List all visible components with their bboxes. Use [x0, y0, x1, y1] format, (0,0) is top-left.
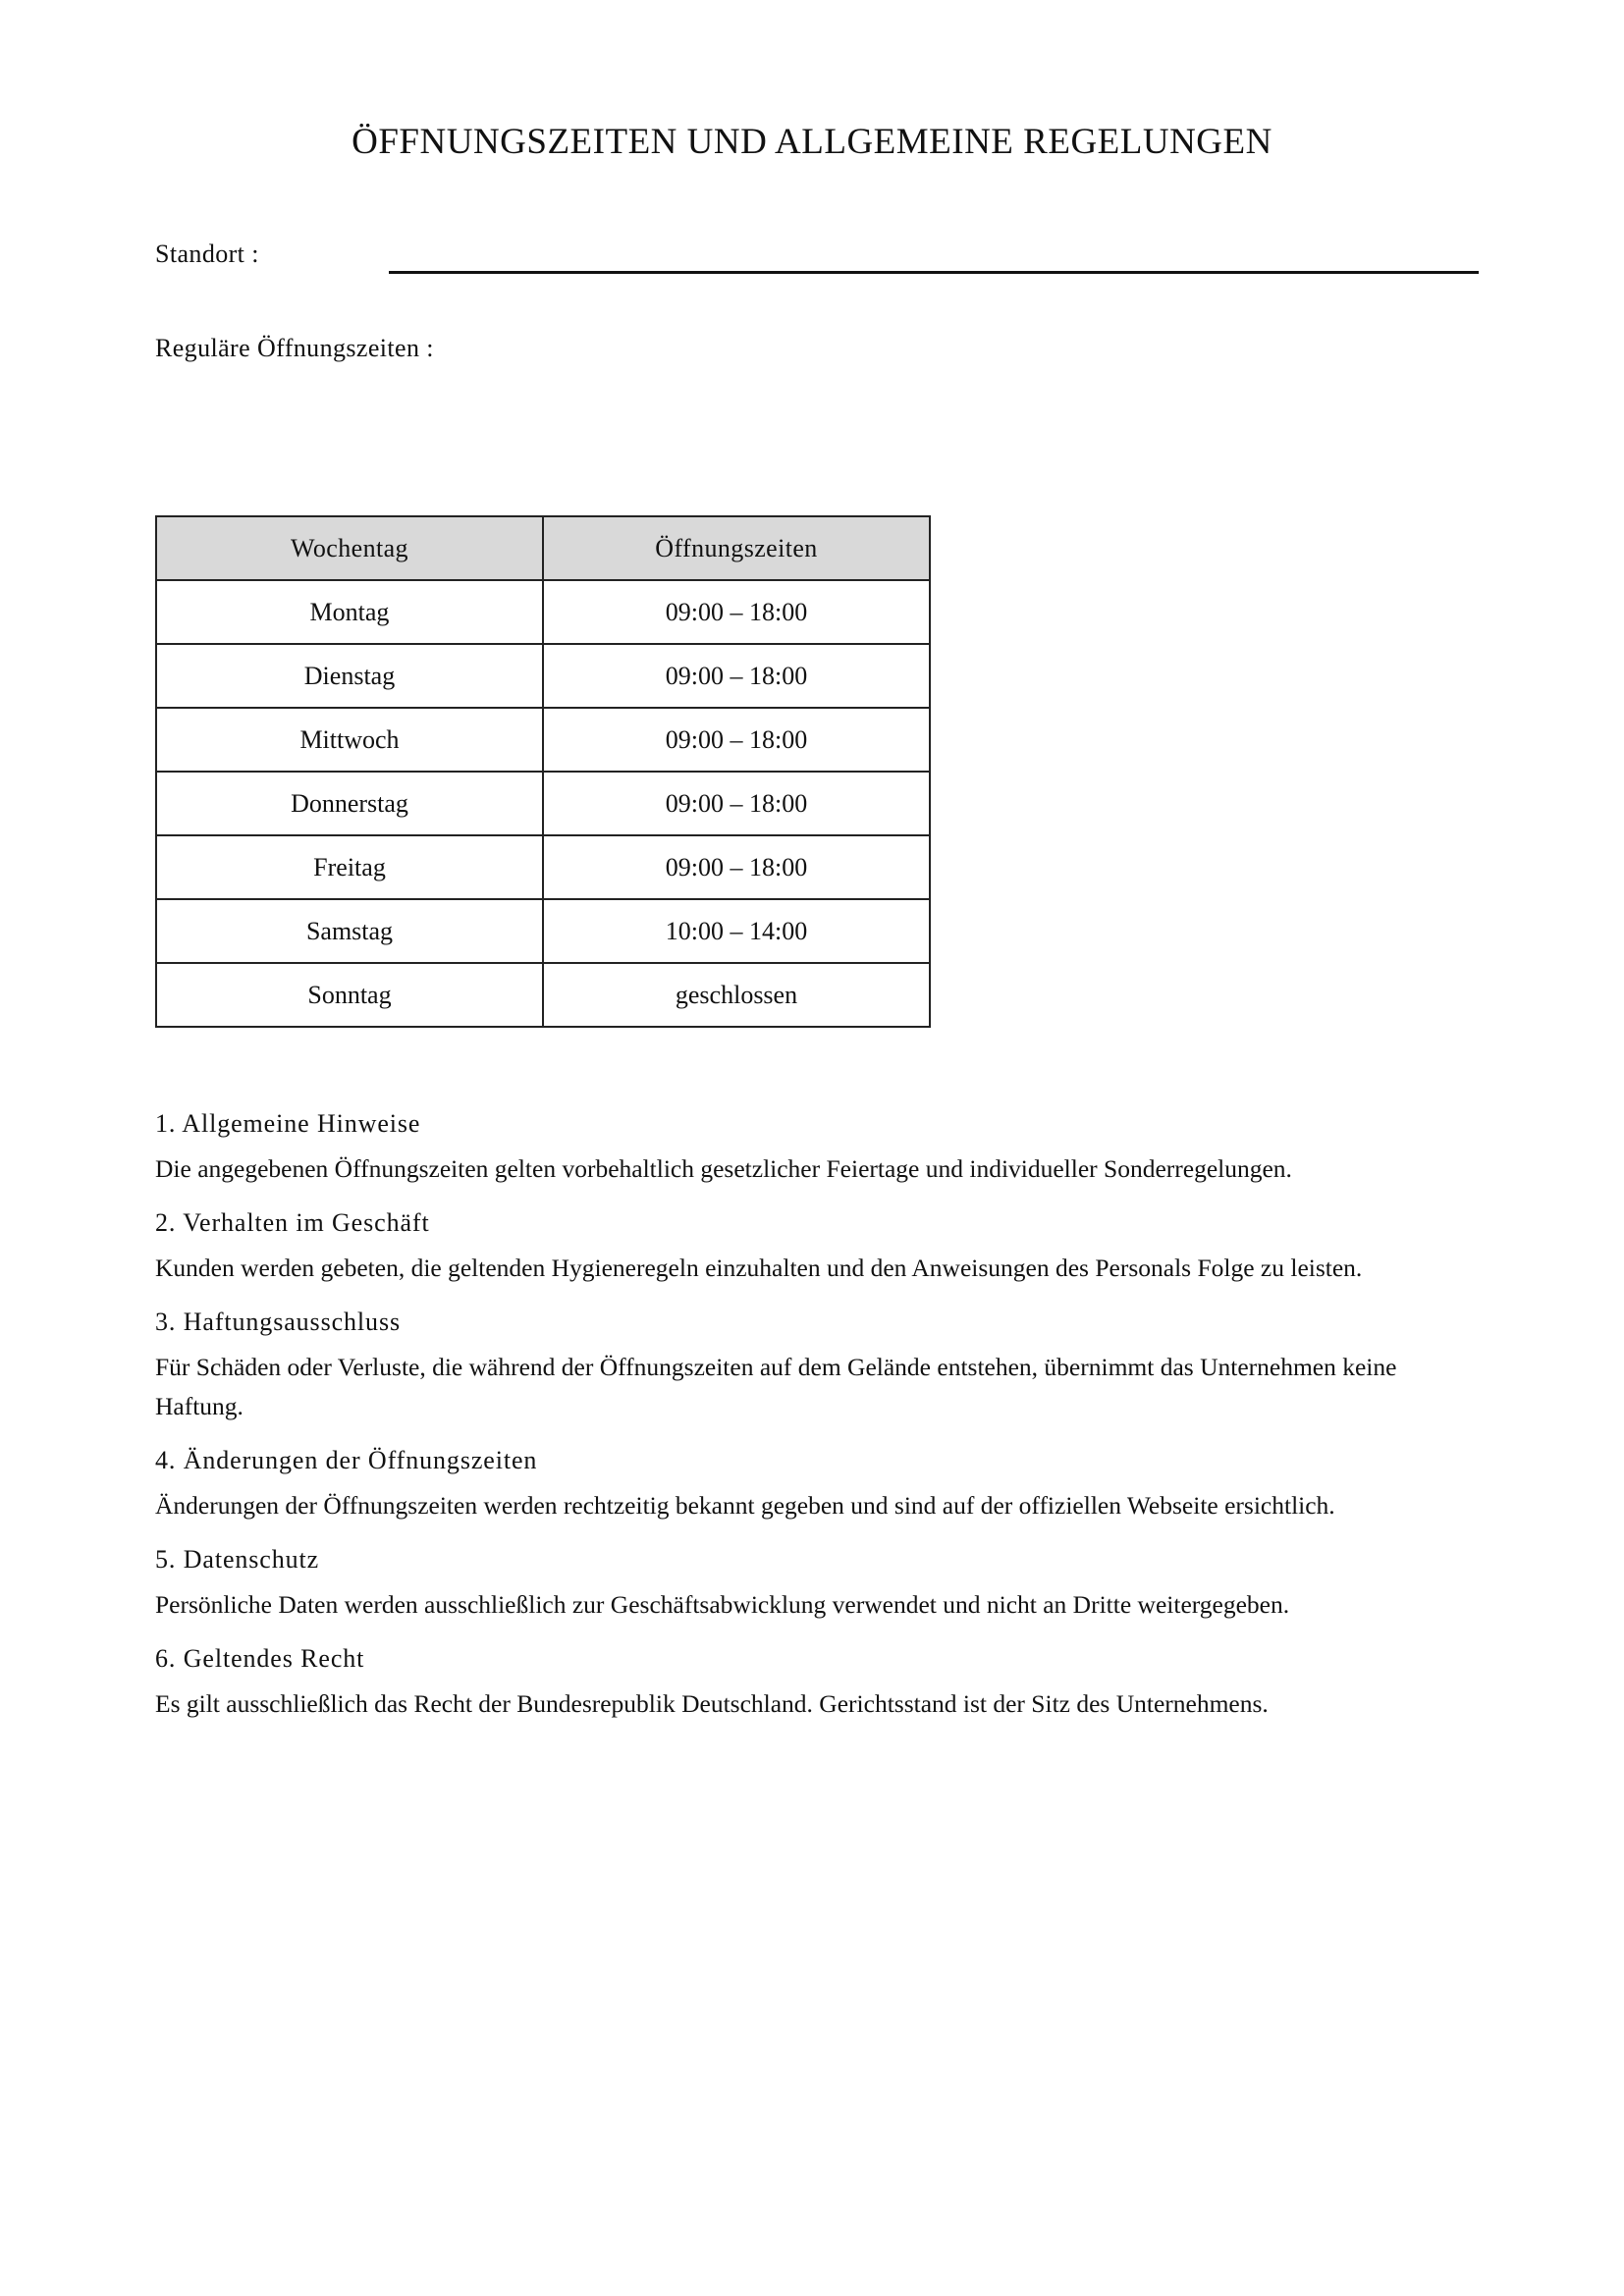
table-row [156, 644, 930, 708]
section-text: Persönliche Daten werden ausschließlich zur Geschäftsabwicklung verwendet und nicht an Dritte weitergegeben. [155, 1590, 1290, 1619]
section-liability [155, 1306, 1481, 1426]
section-text: Änderungen der Öffnungszeiten werden rechtzeitig bekannt gegeben und sind auf der offiziellen Webseite ersichtlich. [155, 1491, 1335, 1520]
section-text: Es gilt ausschließlich das Recht der Bundesrepublik Deutschland. Gerichtsstand ist der Sitz des Unternehmens. [155, 1689, 1269, 1718]
section-general-notes [155, 1107, 1481, 1189]
section-text: Kunden werden gebeten, die geltenden Hygieneregeln einzuhalten und den Anweisungen des Personals Folge zu leisten. [155, 1254, 1363, 1282]
weekday-cell: Dienstag [156, 644, 543, 708]
section-heading: 6. Geltendes Recht [155, 1644, 365, 1673]
weekday-cell: Samstag [156, 899, 543, 963]
weekday-cell: Sonntag [156, 963, 543, 1027]
section-text: Für Schäden oder Verluste, die während der Öffnungszeiten auf dem Gelände entstehen, übernimmt das Unternehmen keine Haftung. [155, 1353, 1397, 1420]
page-title: ÖFFNUNGSZEITEN UND ALLGEMEINE REGELUNGEN [352, 122, 1272, 162]
hours-cell: 09:00 – 18:00 [543, 644, 930, 708]
regulations-sections [155, 1107, 1481, 1741]
section-heading: 2. Verhalten im Geschäft [155, 1208, 430, 1237]
hours-cell: 09:00 – 18:00 [543, 580, 930, 644]
hours-cell: 09:00 – 18:00 [543, 772, 930, 835]
section-governing-law [155, 1642, 1481, 1724]
table-row [156, 772, 930, 835]
hours-cell: 09:00 – 18:00 [543, 835, 930, 899]
weekday-cell: Freitag [156, 835, 543, 899]
weekday-cell: Mittwoch [156, 708, 543, 772]
table-header-row [156, 516, 930, 580]
section-text: Die angegebenen Öffnungszeiten gelten vorbehaltlich gesetzlicher Feiertage und individueller Sonderregelungen. [155, 1154, 1292, 1183]
weekday-cell: Montag [156, 580, 543, 644]
section-hours-changes [155, 1444, 1481, 1525]
section-heading: 4. Änderungen der Öffnungszeiten [155, 1446, 538, 1474]
weekday-cell: Donnerstag [156, 772, 543, 835]
hours-cell: 10:00 – 14:00 [543, 899, 930, 963]
column-header-weekday: Wochentag [156, 516, 543, 580]
table-row [156, 899, 930, 963]
table-row [156, 708, 930, 772]
table-row [156, 963, 930, 1027]
column-header-hours: Öffnungszeiten [543, 516, 930, 580]
section-store-conduct [155, 1206, 1481, 1288]
hours-cell: 09:00 – 18:00 [543, 708, 930, 772]
hours-cell: geschlossen [543, 963, 930, 1027]
opening-hours-table [155, 515, 931, 1028]
table-row [156, 580, 930, 644]
section-data-protection [155, 1543, 1481, 1625]
standort-input-line[interactable] [389, 271, 1479, 274]
opening-hours-label: Reguläre Öffnungszeiten : [155, 334, 434, 362]
standort-label: Standort : [155, 240, 259, 268]
section-heading: 3. Haftungsausschluss [155, 1308, 401, 1336]
section-heading: 5. Datenschutz [155, 1545, 320, 1574]
section-heading: 1. Allgemeine Hinweise [155, 1109, 421, 1138]
table-row [156, 835, 930, 899]
